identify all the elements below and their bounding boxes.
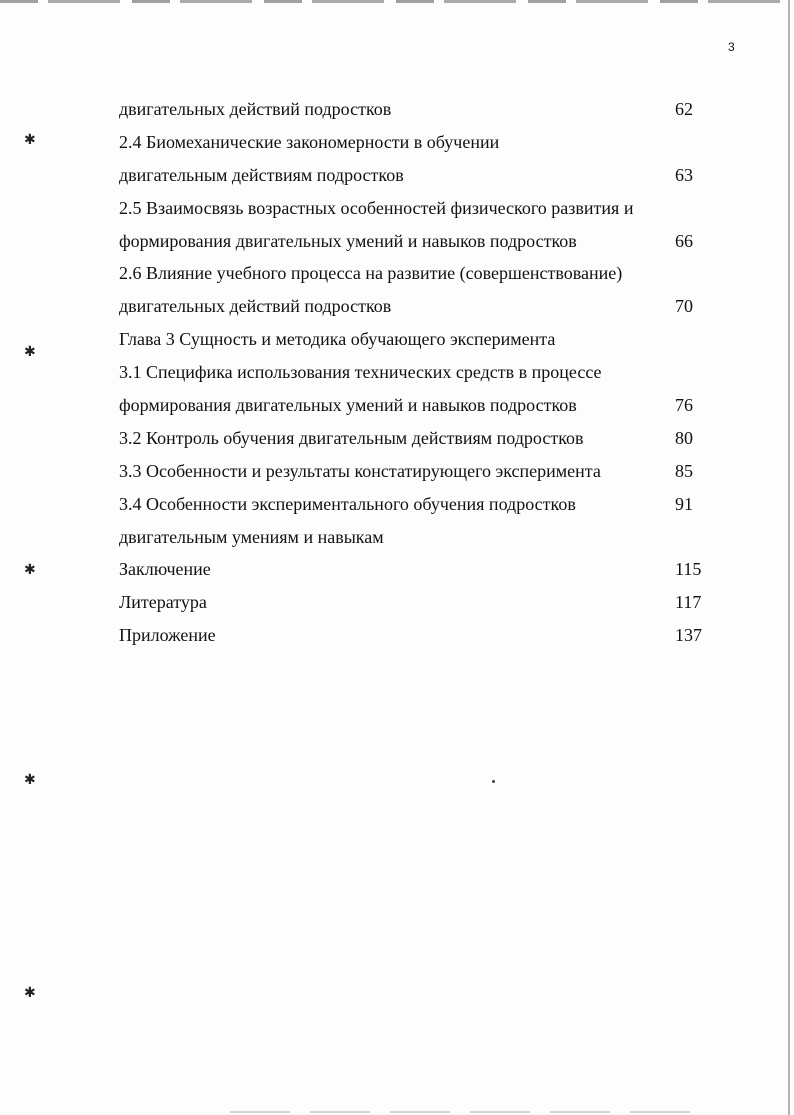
table-of-contents <box>119 93 719 652</box>
punch-hole-mark-icon: ✱ <box>24 132 36 148</box>
toc-entry-page: 62 <box>675 99 693 119</box>
toc-entry-page: 85 <box>675 460 693 481</box>
toc-entry-page: 70 <box>675 296 693 317</box>
toc-entry-text: Приложение <box>119 625 216 646</box>
scan-right-edge <box>788 0 790 1115</box>
toc-line <box>119 257 719 290</box>
toc-entry-text: 3.1 Специфика использования технических средств в процессе <box>119 362 602 383</box>
toc-chapter-heading: Глава 3 Сущность и методика обучающего эксперимента <box>119 329 556 350</box>
toc-entry-page: 117 <box>675 592 702 613</box>
toc-entry-page: 137 <box>675 625 702 646</box>
toc-line <box>119 455 719 488</box>
toc-entry-text: двигательным умениям и навыкам <box>119 526 384 547</box>
toc-line <box>119 192 719 225</box>
toc-entry-page: 115 <box>675 559 702 580</box>
toc-entry-text: двигательных действий подростков <box>119 296 392 317</box>
toc-line <box>119 553 719 586</box>
punch-hole-mark-icon: ✱ <box>24 562 36 578</box>
toc-entry-text: 3.4 Особенности экспериментального обучения подростков <box>119 493 576 514</box>
toc-entry-text: 3.3 Особенности и результаты констатирующего эксперимента <box>119 460 601 481</box>
toc-line <box>119 323 719 356</box>
toc-entry-text: Литература <box>119 592 207 613</box>
toc-line <box>119 93 719 126</box>
toc-entry-text: формирования двигательных умений и навыков подростков <box>119 230 577 251</box>
toc-entry-text: 2.4 Биомеханические закономерности в обучении <box>119 131 500 152</box>
toc-line <box>119 389 719 422</box>
toc-line <box>119 488 719 521</box>
toc-entry-page: 63 <box>675 164 693 185</box>
toc-line <box>119 619 719 652</box>
toc-line <box>119 422 719 455</box>
toc-line <box>119 159 719 192</box>
punch-hole-mark-icon: ✱ <box>24 772 36 788</box>
toc-entry-text: Заключение <box>119 559 211 580</box>
toc-entry-text: 2.6 Влияние учебного процесса на развитие (совершенствование) <box>119 263 623 284</box>
toc-entry-text: формирования двигательных умений и навыков подростков <box>119 395 577 416</box>
punch-hole-mark-icon: ✱ <box>24 344 36 360</box>
toc-entry-text: двигательным действиям подростков <box>119 164 404 185</box>
toc-line <box>119 126 719 159</box>
toc-entry-page: 76 <box>675 395 693 416</box>
toc-entry-page: 91 <box>675 493 693 514</box>
punch-hole-mark-icon: ✱ <box>24 985 36 1001</box>
scan-speck <box>492 780 495 783</box>
toc-entry-page: 80 <box>675 427 693 448</box>
toc-entry-page: 66 <box>675 230 693 251</box>
toc-line <box>119 290 719 323</box>
toc-line <box>119 521 719 554</box>
page-number: 3 <box>728 40 735 54</box>
toc-entry-text: 3.2 Контроль обучения двигательным действиям подростков <box>119 427 584 448</box>
toc-line <box>119 356 719 389</box>
toc-entry-text: двигательных действий подростков <box>119 99 392 119</box>
toc-line <box>119 586 719 619</box>
scan-bottom-edge <box>230 1111 690 1113</box>
toc-entry-text: 2.5 Взаимосвязь возрастных особенностей физического развития и <box>119 197 634 218</box>
toc-line <box>119 225 719 258</box>
scan-top-edge <box>0 0 780 3</box>
